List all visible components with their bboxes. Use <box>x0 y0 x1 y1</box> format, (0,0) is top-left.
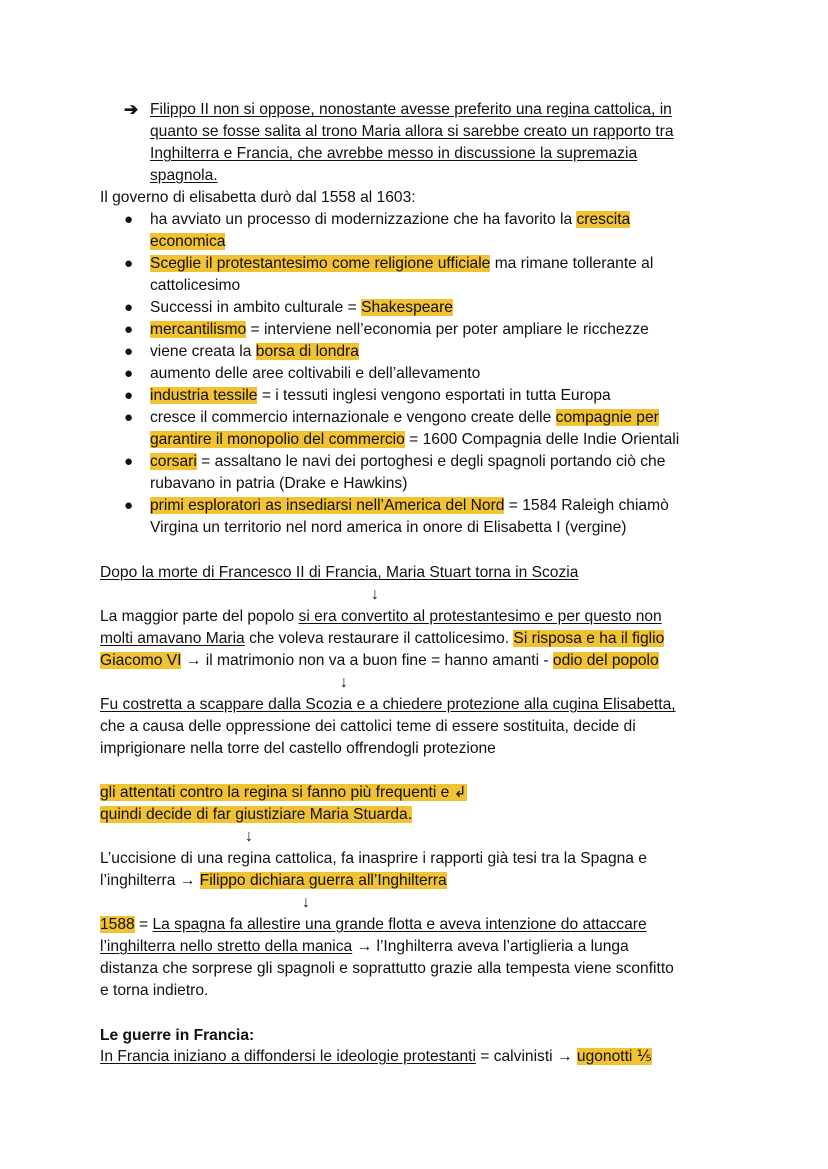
maria-p4-line-2: l’inghilterra → Filippo dichiara guerra all’Inghilterra <box>100 872 447 889</box>
maria-p5-line-1: 1588 = La spagna fa allestire una grande flotta e aveva intenzione do attaccare <box>100 916 647 933</box>
bullet-10-line-2: Virgina un territorio nel nord america in onore di Elisabetta I (vergine) <box>150 519 627 536</box>
maria-p1-line-2: molti amavano Maria che voleva restaurare il cattolicesimo. Si risposa e ha il figlio <box>100 630 665 647</box>
bullet-dot-icon: ● <box>124 365 134 382</box>
intro-line-4: spagnola. <box>150 167 218 184</box>
maria-p5-line-3: distanza che sorprese gli spagnoli e soprattutto grazie alla tempesta viene sconfitto <box>100 960 674 977</box>
bullet-dot-icon: ● <box>124 387 134 404</box>
bullet-9-line-1: corsari = assaltano le navi dei portoghesi e degli spagnoli portando ciò che <box>150 453 666 470</box>
bullet-6: aumento delle aree coltivabili e dell’allevamento <box>150 365 481 382</box>
bullet-7: industria tessile = i tessuti inglesi vengono esportati in tutta Europa <box>150 387 611 404</box>
bullet-4: mercantilismo = interviene nell’economia per poter ampliare le ricchezze <box>150 321 649 338</box>
maria-p3-line-1: gli attentati contro la regina si fanno più frequenti e ↲ <box>100 784 467 801</box>
maria-p5-line-2: l’inghilterra nello stretto della manica → l’Inghilterra aveva l’artiglieria a lunga <box>100 938 629 955</box>
bullet-8-line-2: garantire il monopolio del commercio = 1600 Compagnia delle Indie Orientali <box>150 431 680 448</box>
maria-section-title: Dopo la morte di Francesco II di Francia, Maria Stuart torna in Scozia <box>100 564 579 581</box>
arrow-down-icon: ↓ <box>371 586 379 603</box>
maria-p2-line-2: che a causa delle oppressione dei cattolici teme di essere sostituita, decide di <box>100 718 636 735</box>
maria-p3-line-2: quindi decide di far giustiziare Maria Stuarda. <box>100 806 413 823</box>
arrow-down-icon: ↓ <box>302 894 310 911</box>
bullet-dot-icon: ● <box>124 321 134 338</box>
bullet-1-line-1: ha avviato un processo di modernizzazione che ha favorito la crescita <box>150 211 631 228</box>
intro-line-2: quanto se fosse salita al trono Maria allora si sarebbe creato un rapporto tra <box>150 123 674 140</box>
bullet-2-line-1: Sceglie il protestantesimo come religione ufficiale ma rimane tollerante al <box>150 255 654 272</box>
bullet-5: viene creata la borsa di londra <box>150 343 359 360</box>
governo-heading: Il governo di elisabetta durò dal 1558 al 1603: <box>100 189 416 206</box>
arrow-down-icon: ↓ <box>245 828 253 845</box>
francia-line-1: In Francia iniziano a diffondersi le ideologie protestanti = calvinisti → ugonotti ⅕ <box>100 1048 652 1065</box>
bullet-dot-icon: ● <box>124 299 134 316</box>
bullet-3: Successi in ambito culturale = Shakespeare <box>150 299 453 316</box>
maria-p2-line-1: Fu costretta a scappare dalla Scozia e a chiedere protezione alla cugina Elisabetta, <box>100 696 676 713</box>
intro-line-1: Filippo II non si oppose, nonostante avesse preferito una regina cattolica, in <box>150 101 672 118</box>
francia-heading: Le guerre in Francia: <box>100 1027 255 1044</box>
bullet-dot-icon: ● <box>124 211 134 228</box>
maria-p2-line-3: imprigionare nella torre del castello offrendogli protezione <box>100 740 496 757</box>
arrow-bullet-icon: ➔ <box>124 100 139 119</box>
maria-p1-line-3: Giacomo VI → il matrimonio non va a buon fine = hanno amanti - odio del popolo <box>100 652 659 669</box>
intro-line-3: Inghilterra e Francia, che avrebbe messo in discussione la supremazia <box>150 145 638 162</box>
bullet-dot-icon: ● <box>124 453 134 470</box>
bullet-dot-icon: ● <box>124 343 134 360</box>
bullet-1-line-2: economica <box>150 233 226 250</box>
maria-p5-line-4: e torna indietro. <box>100 982 209 999</box>
bullet-10-line-1: primi esploratori as insediarsi nell’America del Nord = 1584 Raleigh chiamò <box>150 497 669 514</box>
arrow-down-icon: ↓ <box>340 674 348 691</box>
bullet-8-line-1: cresce il commercio internazionale e vengono create delle compagnie per <box>150 409 659 426</box>
bullet-dot-icon: ● <box>124 409 134 426</box>
bullet-dot-icon: ● <box>124 255 134 272</box>
bullet-dot-icon: ● <box>124 497 134 514</box>
maria-p1-line-1: La maggior parte del popolo si era convertito al protestantesimo e per questo non <box>100 608 662 625</box>
bullet-9-line-2: rubavano in patria (Drake e Hawkins) <box>150 475 408 492</box>
maria-p4-line-1: L’uccisione di una regina cattolica, fa inasprire i rapporti già tesi tra la Spagna e <box>100 850 647 867</box>
bullet-2-line-2: cattolicesimo <box>150 277 241 294</box>
